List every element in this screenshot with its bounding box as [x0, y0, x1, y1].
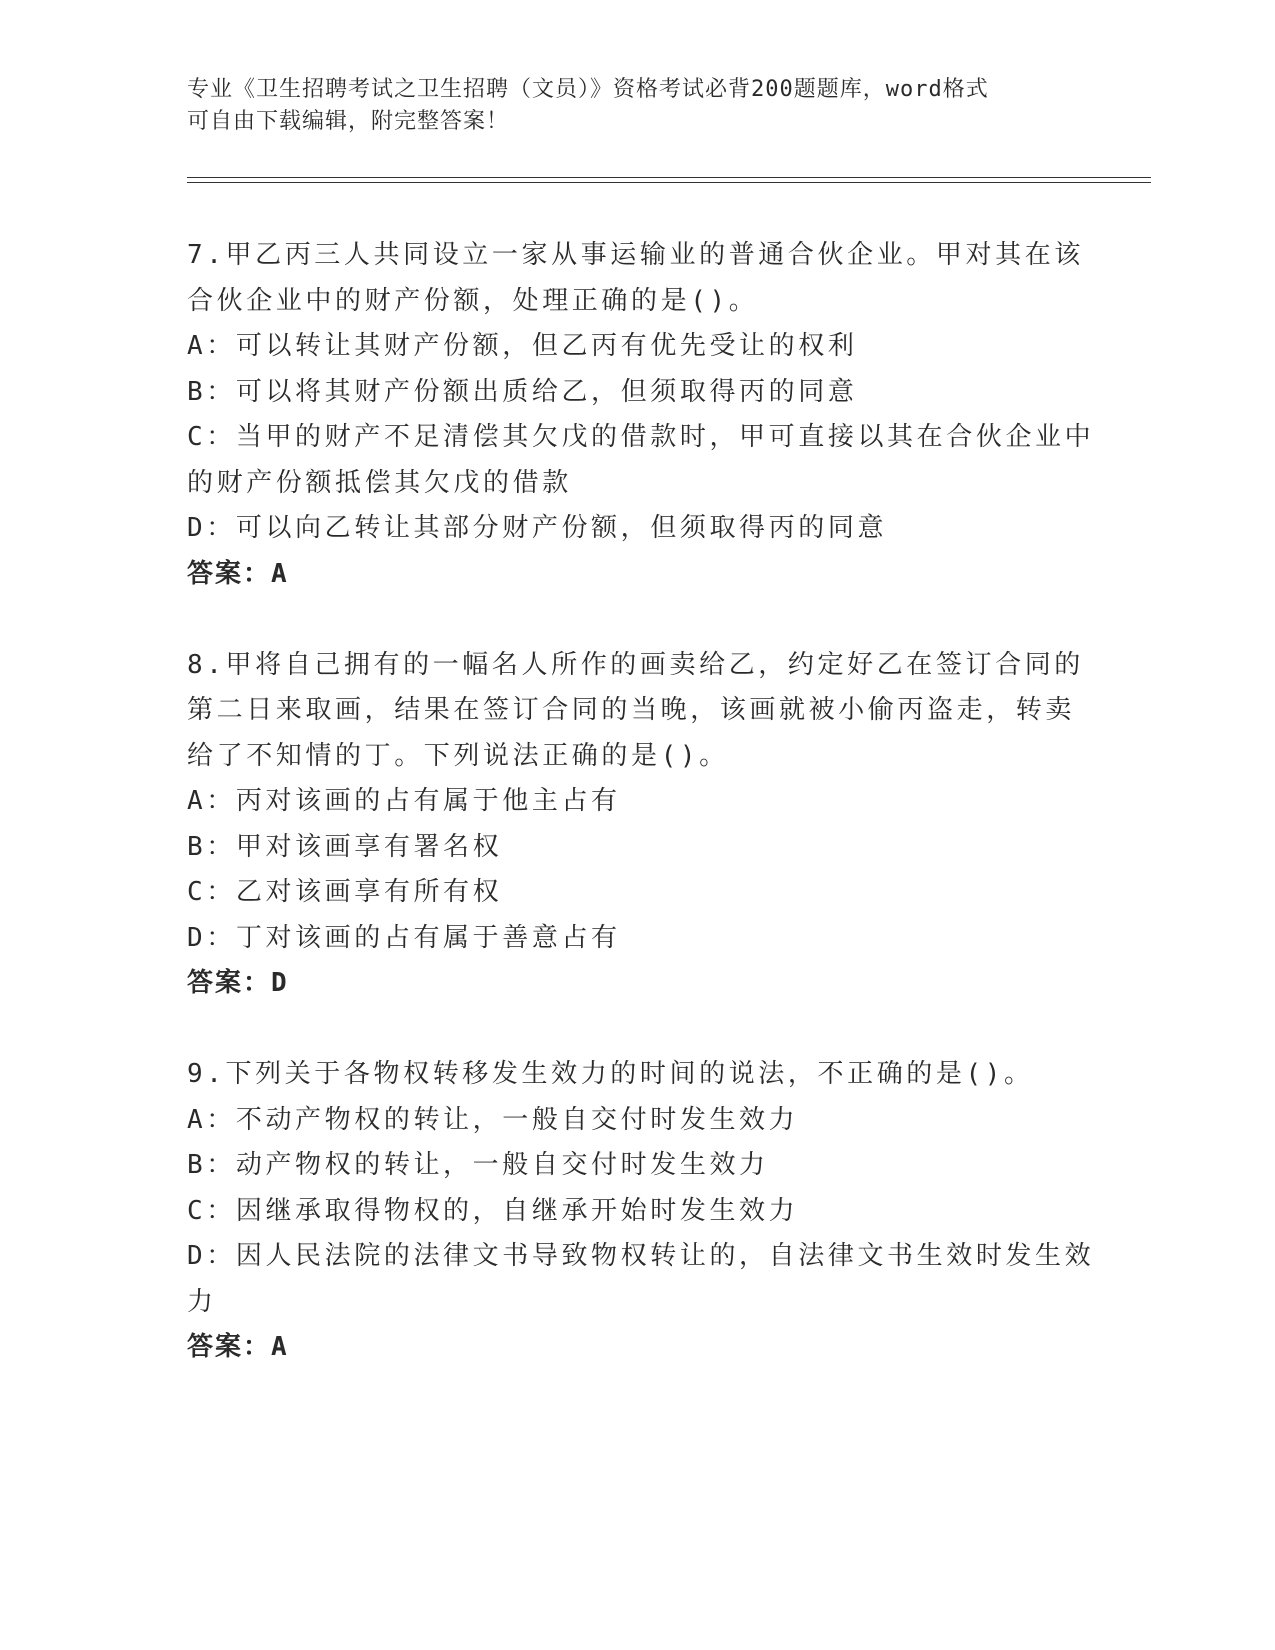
question-7-stem-line-2: 合伙企业中的财产份额，处理正确的是()。 [187, 285, 759, 316]
question-7-option-d: D：可以向乙转让其部分财产份额，但须取得丙的同意 [187, 513, 888, 543]
question-9-option-d-line-1: D：因人民法院的法律文书导致物权转让的，自法律文书生效时发生效 [187, 1241, 1095, 1271]
question-list [187, 233, 1095, 1371]
question-spacer [187, 1007, 1067, 1053]
question-7-stem-line-1: 7.甲乙丙三人共同设立一家从事运输业的普通合伙企业。甲对其在该 [187, 240, 1084, 270]
question-7-answer: 答案：A [187, 558, 289, 589]
question-8-stem-line-3: 给了不知情的丁。下列说法正确的是()。 [187, 740, 729, 771]
header-line-2: 可自由下载编辑，附完整答案！ [187, 109, 510, 134]
question-8-answer: 答案：D [187, 968, 289, 998]
question-7-option-a: A：可以转让其财产份额，但乙丙有优先受让的权利 [187, 331, 858, 361]
question-9-option-b: B：动产物权的转让，一般自交付时发生效力 [187, 1150, 769, 1180]
question-7-option-c-line-2: 的财产份额抵偿其欠戊的借款 [187, 467, 572, 498]
question-9-option-a: A：不动产物权的转让，一般自交付时发生效力 [187, 1104, 799, 1135]
header-divider-bottom [187, 182, 1151, 183]
question-8-option-d: D：丁对该画的占有属于善意占有 [187, 922, 621, 953]
question-9-stem-line-1: 9.下列关于各物权转移发生效力的时间的说法，不正确的是()。 [187, 1059, 1034, 1089]
question-8-option-b: B：甲对该画享有署名权 [187, 831, 503, 862]
question-9-answer: 答案：A [187, 1332, 289, 1362]
question-7-option-c-line-1: C：当甲的财产不足清偿其欠戊的借款时，甲可直接以其在合伙企业中 [187, 422, 1095, 452]
question-spacer [187, 597, 1067, 643]
question-7 [187, 233, 1095, 597]
question-9-option-c: C：因继承取得物权的，自继承开始时发生效力 [187, 1195, 799, 1226]
question-9-option-d-line-2: 力 [187, 1286, 217, 1317]
question-8-option-c: C：乙对该画享有所有权 [187, 877, 503, 907]
question-8-option-a: A：丙对该画的占有属于他主占有 [187, 786, 621, 816]
question-8 [187, 643, 1084, 1007]
question-8-stem-line-2: 第二日来取画，结果在签订合同的当晚，该画就被小偷丙盗走，转卖 [187, 695, 1076, 725]
question-8-stem-line-1: 8.甲将自己拥有的一幅名人所作的画卖给乙，约定好乙在签订合同的 [187, 649, 1084, 680]
document-header [187, 74, 1087, 138]
header-divider-top [187, 177, 1151, 178]
header-line-1: 专业《卫生招聘考试之卫生招聘（文员）》资格考试必背200题题库，word格式 [187, 77, 989, 102]
question-9 [187, 1052, 1095, 1371]
question-7-option-b: B：可以将其财产份额出质给乙，但须取得丙的同意 [187, 376, 858, 407]
